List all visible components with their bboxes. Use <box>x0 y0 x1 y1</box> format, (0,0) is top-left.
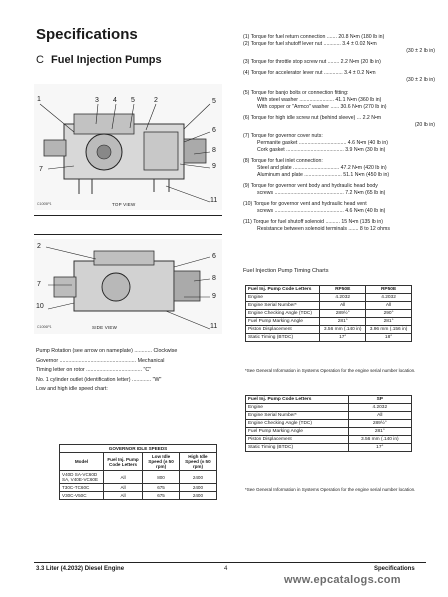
table-cell: 290° <box>366 310 412 318</box>
callout-11: 11 <box>210 197 218 204</box>
table-cell: 289½° <box>348 420 411 428</box>
table-footnote: *See General Information in Systems Operation for the engine serial number location. <box>245 368 416 373</box>
table-cell: 3.56 mm (.140 in) <box>348 436 411 444</box>
callout-7: 7 <box>39 166 43 173</box>
table-cell: Fuel Pump Marking Angle <box>246 428 349 436</box>
torque-spec: With steel washer ........................ 41.1 N•m (360 lb in) <box>257 97 382 103</box>
torque-spec: (7) Torque for governor cover nuts: <box>243 133 323 139</box>
pump-info-line: Pump Rotation (see arrow on nameplate) ............ Clockwise <box>36 348 178 354</box>
table-cell: 289½° <box>320 310 366 318</box>
pump-info-line: No. 1 cylinder outlet (identification letter) ............. "W" <box>36 376 162 383</box>
table-header: Fuel Inj. Pump Code Letters <box>246 286 320 294</box>
footer-section: Specifications <box>374 566 415 572</box>
table-cell: 17° <box>320 334 366 342</box>
table-cell: V30C-V50C <box>60 492 104 500</box>
torque-spec: screws ................................................ 7.2 N•m (65 lb in) <box>257 190 386 196</box>
torque-specs <box>243 34 435 233</box>
pump-top-view-drawing <box>34 84 222 210</box>
torque-spec: Aluminum and plate .......................... 51.1 N•m (450 lb in) <box>257 172 390 178</box>
table-header: SP <box>348 396 411 404</box>
footer-title: 3.3 Liter (4.2032) Diesel Engine <box>36 566 125 572</box>
table-row <box>246 436 412 444</box>
table-cell: All <box>366 302 412 310</box>
page-number: 4 <box>224 566 228 572</box>
table-cell: Engine Serial Number* <box>246 412 349 420</box>
table-cell: 2400 <box>179 471 216 484</box>
torque-spec: Permanite gasket ................................. 4.6 N•m (40 lb in) <box>257 140 388 146</box>
table-cell: 4.2032 <box>320 294 366 302</box>
torque-spec: (10) Torque for governor vent and hydraulic head vent <box>243 201 367 207</box>
table-cell: 281° <box>366 318 412 326</box>
torque-spec: (1) Torque for fuel return connection ....... 20.8 N•m (180 lb in) <box>243 34 385 40</box>
table-cell: Engine Checking Angle (TDC) <box>246 420 349 428</box>
pump-info <box>36 347 221 395</box>
callout-6: 6 <box>212 127 216 134</box>
table-cell: 281° <box>320 318 366 326</box>
table-cell: 675 <box>143 492 180 500</box>
table-row <box>246 310 412 318</box>
table-cell: 18° <box>366 334 412 342</box>
table-cell: Engine <box>246 294 320 302</box>
callout-11: 11 <box>210 323 218 330</box>
table-header: RP50E <box>320 286 366 294</box>
table-cell: 3.96 mm (.156 in) <box>366 326 412 334</box>
torque-spec: (30 ± 2 lb in) <box>406 77 435 83</box>
torque-spec: (4) Torque for accelerator lever nut ............. 3.4 ± 0.2 N•m <box>243 70 376 76</box>
table-cell: 4.2032 <box>348 404 411 412</box>
table-row <box>246 318 412 326</box>
callout-10: 10 <box>36 303 44 310</box>
table-cell: All <box>103 484 142 492</box>
figure-id: C1006P1 <box>37 325 52 329</box>
table-header: Fuel Inj. Pump Code Letters <box>246 396 349 404</box>
torque-spec: (2) Torque for fuel shutoff lever nut ............ 3.4 ± 0.02 N•m <box>243 41 377 47</box>
table-cell: All <box>103 471 142 484</box>
section-heading <box>36 54 162 66</box>
callout-1: 1 <box>37 96 41 103</box>
callout-9: 9 <box>212 293 216 300</box>
table-header: High Idle Speed (± 50 rpm) <box>179 453 216 471</box>
section-letter: C <box>36 54 44 66</box>
table-title: GOVERNOR IDLE SPEEDS <box>60 445 217 453</box>
callout-3: 3 <box>95 97 99 104</box>
table-header: Model <box>60 453 104 471</box>
table-row <box>246 412 412 420</box>
callout-6: 6 <box>212 253 216 260</box>
page-title: Specifications <box>36 26 138 43</box>
table-cell: Engine Serial Number* <box>246 302 320 310</box>
callout-8: 8 <box>212 147 216 154</box>
torque-spec: screws ................................................ 4.6 N•m (40 lb in) <box>257 208 386 214</box>
table-cell: All <box>320 302 366 310</box>
torque-spec: (11) Torque for fuel shutoff solenoid .......... 15 N•m (135 lb in) <box>243 219 383 225</box>
torque-spec: Resistance between solenoid terminals ....... 8 to 12 ohms <box>257 226 390 232</box>
figure-id: C1005P1 <box>37 202 52 206</box>
torque-spec: (30 ± 2 lb in) <box>406 48 435 54</box>
governor-idle-speeds-table <box>59 444 217 500</box>
torque-spec: With copper or "Armco" washer ...... 30.6 N•m (270 lb in) <box>257 104 387 110</box>
torque-spec: (20 lb in) <box>414 122 435 128</box>
table-row <box>246 444 412 452</box>
table-header: Fuel Inj. Pump Code Letters <box>103 453 142 471</box>
pump-side-view-figure <box>34 239 222 334</box>
timing-charts-title: Fuel Injection Pump Timing Charts <box>243 268 329 274</box>
table-row <box>60 471 217 484</box>
table-cell: V40D SA-VC60D SA, V40E-VC60E <box>60 471 104 484</box>
table-header: RP50E <box>366 286 412 294</box>
callout-2: 2 <box>154 97 158 104</box>
table-row <box>246 428 412 436</box>
callout-5: 5 <box>212 98 216 105</box>
torque-spec: (5) Torque for banjo bolts or connection fitting: <box>243 90 349 96</box>
callout-9: 9 <box>212 163 216 170</box>
table-row <box>246 420 412 428</box>
table-cell: 4.2032 <box>366 294 412 302</box>
table-cell: 17° <box>348 444 411 452</box>
callout-4: 4 <box>113 97 117 104</box>
divider <box>34 234 222 235</box>
torque-spec: Cork gasket ........................................ 3.9 N•m (30 lb in) <box>257 147 386 153</box>
table-cell: Fuel Pump Marking Angle <box>246 318 320 326</box>
figure-caption: TOP VIEW <box>112 202 136 207</box>
watermark-text: www.epcatalogs.com <box>284 574 401 586</box>
table-cell: Engine <box>246 404 349 412</box>
table-cell: 2400 <box>179 492 216 500</box>
table-cell: All <box>348 412 411 420</box>
figure-caption: SIDE VIEW <box>92 325 118 330</box>
table-cell: 3.56 mm (.140 in) <box>320 326 366 334</box>
table-cell: 281° <box>348 428 411 436</box>
callout-5-top: 5 <box>131 97 135 104</box>
callout-7: 7 <box>37 281 41 288</box>
table-footnote: *See General Information in Systems Operation for the engine serial number location. <box>245 487 416 492</box>
table-cell: Static Timing (BTDC) <box>246 444 349 452</box>
pump-info-line: Timing letter on rotor ...................................... "C" <box>36 367 152 374</box>
pump-info-line: Low and high idle speed chart: <box>36 386 108 393</box>
table-cell: All <box>103 492 142 500</box>
torque-spec: (9) Torque for governor vent body and hydraulic head body <box>243 183 378 189</box>
table-row <box>246 294 412 302</box>
section-title: Fuel Injection Pumps <box>51 54 162 66</box>
divider <box>34 215 222 216</box>
table-row <box>60 484 217 492</box>
table-cell: T30C-TC60C <box>60 484 104 492</box>
table-row <box>246 302 412 310</box>
callout-2: 2 <box>37 243 41 250</box>
table-row <box>60 492 217 500</box>
pump-top-view-figure <box>34 84 222 210</box>
torque-spec: (3) Torque for throttle stop screw nut ........ 2.2 N•m (20 lb in) <box>243 59 381 65</box>
table-cell: 2400 <box>179 484 216 492</box>
table-cell: Piston Displacement <box>246 326 320 334</box>
timing-table-sp <box>245 395 412 452</box>
table-cell: 675 <box>143 484 180 492</box>
torque-spec: Steel and plate ................................ 47.2 N•m (420 lb in) <box>257 165 387 171</box>
table-row <box>246 404 412 412</box>
footer-rule <box>34 562 426 563</box>
table-row <box>246 326 412 334</box>
torque-spec: (6) Torque for high idle screw nut (behind sleeve) ... 2.2 N•m <box>243 115 382 121</box>
torque-spec: (8) Torque for fuel inlet connection: <box>243 158 323 164</box>
timing-table-rp50e <box>245 285 412 342</box>
table-cell: Engine Checking Angle (TDC) <box>246 310 320 318</box>
table-cell: Static Timing (BTDC) <box>246 334 320 342</box>
callout-8: 8 <box>212 275 216 282</box>
table-header: Low Idle Speed (± 50 rpm) <box>143 453 180 471</box>
table-cell: 800 <box>143 471 180 484</box>
table-cell: Piston Displacement <box>246 436 349 444</box>
table-row <box>246 334 412 342</box>
pump-info-line: Governor .................................................... Mechanical <box>36 357 165 364</box>
pump-side-view-drawing <box>34 239 222 334</box>
